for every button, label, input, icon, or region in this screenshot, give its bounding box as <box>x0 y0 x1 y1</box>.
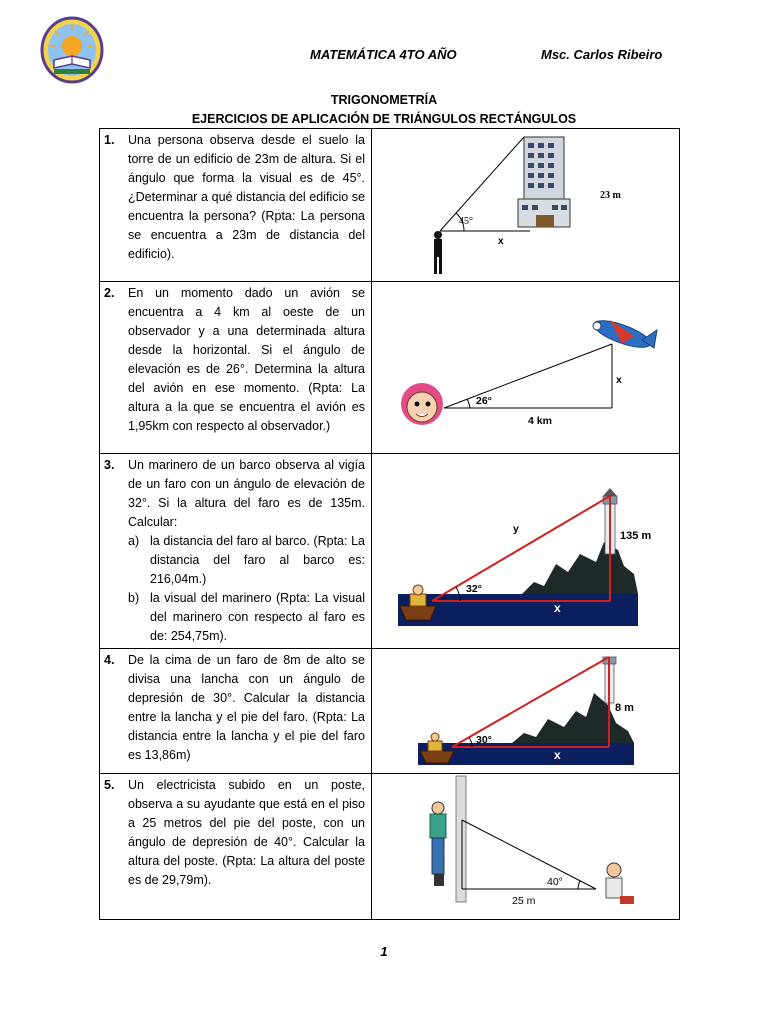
exercise-figure-cell <box>372 649 680 774</box>
exercise-text-cell <box>100 129 372 282</box>
height-label: 8 m <box>615 702 634 714</box>
angle-label: 40° <box>547 876 563 888</box>
exercises-table <box>99 128 680 920</box>
header-teacher: Msc. Carlos Ribeiro <box>541 47 663 62</box>
exercise-row <box>100 282 680 454</box>
sub-item-text: la distancia del faro al barco. (Rpta: La distancia del faro al barco es: 216,04m.) <box>150 534 365 586</box>
lighthouse-boat-figure <box>372 649 679 773</box>
base-label: x <box>554 748 561 762</box>
sub-item <box>128 589 365 646</box>
exercise-text-cell <box>100 649 372 774</box>
exercise-figure-cell <box>372 129 680 282</box>
electrician-icon <box>430 802 446 886</box>
sub-item-letter: a) <box>128 534 140 548</box>
exercise-row <box>100 649 680 774</box>
sub-item <box>128 532 365 589</box>
exercise-statement: Un electricista subido en un poste, observa a su ayudante que está en el piso a 25 metros del pie del poste, con un ángulo de depresión de 40°. Calcular la altura del poste. (Rpta: La altura del poste es de 29,79m). <box>128 778 365 887</box>
building-icon <box>518 137 570 227</box>
exercise-text-cell <box>100 774 372 920</box>
height-label: 23 m <box>600 190 621 201</box>
exercise-text-cell <box>100 282 372 454</box>
exercise-number: 4. <box>104 653 115 667</box>
exercise-statement: Una persona observa desde el suelo la torre de un edificio de 23m de altura. Si el ángulo que forma la visual es de 45°. ¿Determinar a qué distancia del edificio se encuentra la persona? (Rpta: La persona se encuentra a 23m de distancia del edificio). <box>128 133 365 261</box>
angle-label: 45° <box>459 216 473 227</box>
exercise-statement: En un momento dado un avión se encuentra a 4 km al oeste de un observador y a una determinada altura desde la horizontal. Si el ángulo de elevación es de 26°. Determina la altura del avión en ese momento. (Rpta: La altura a la que se encuentra el avión es 1,95km con respecto al observador.) <box>128 286 365 433</box>
sub-item-text: la visual del marinero (Rpta: La visual del marinero con respecto al faro es de: 254,75m). <box>150 591 365 643</box>
sub-item-letter: b) <box>128 591 140 605</box>
header-subject: MATEMÁTICA 4TO AÑO <box>310 47 457 62</box>
base-label: 4 km <box>528 415 552 427</box>
hypotenuse-label: y <box>513 523 519 535</box>
exercise-row <box>100 774 680 920</box>
base-label: x <box>554 601 561 615</box>
exercise-figure-cell <box>372 282 680 454</box>
exercise-number: 1. <box>104 133 115 147</box>
page-subtitle: EJERCICIOS DE APLICACIÓN DE TRIÁNGULOS RECTÁNGULOS <box>191 112 577 126</box>
building-triangle-figure <box>372 129 679 281</box>
height-label: x <box>616 374 622 386</box>
airplane-icon <box>591 315 657 352</box>
exercise-number: 2. <box>104 286 115 300</box>
exercise-number: 3. <box>104 458 115 472</box>
height-label: 135 m <box>620 530 652 542</box>
base-label: x <box>498 236 504 247</box>
pole-icon <box>456 776 466 902</box>
exercise-statement: De la cima de un faro de 8m de alto se divisa una lancha con un ángulo de depresión de 30°. Calcular la distancia entre la lancha y el pie del faro. (Rpta: La distancia entre la lancha y el pie del faro es 13,86m) <box>128 653 365 762</box>
angle-label: 30° <box>476 734 492 746</box>
airplane-triangle-figure <box>372 282 679 453</box>
angle-label: 26° <box>476 395 492 407</box>
exercise-row <box>100 454 680 649</box>
exercise-statement: Un marinero de un barco observa al vigía de un faro con un ángulo de elevación de 32°. Si la altura del faro es de 135m. Calcular: <box>128 458 365 529</box>
angle-label: 32° <box>466 583 482 595</box>
island-icon <box>522 542 638 594</box>
electrician-triangle-figure <box>372 774 679 919</box>
person-icon <box>434 231 442 274</box>
exercise-number: 5. <box>104 778 115 792</box>
lighthouse-triangle-figure <box>372 454 679 645</box>
girl-face-icon <box>401 383 443 425</box>
exercise-row <box>100 129 680 282</box>
exercise-figure-cell <box>372 774 680 920</box>
helper-icon <box>606 863 634 904</box>
base-label: 25 m <box>512 895 536 907</box>
page-number: 1 <box>380 944 388 959</box>
height-label: x <box>444 847 450 859</box>
exercise-figure-cell <box>372 454 680 649</box>
page-title: TRIGONOMETRÍA <box>330 93 438 107</box>
school-logo <box>40 16 104 84</box>
island-icon <box>512 693 634 743</box>
exercise-text-cell <box>100 454 372 649</box>
